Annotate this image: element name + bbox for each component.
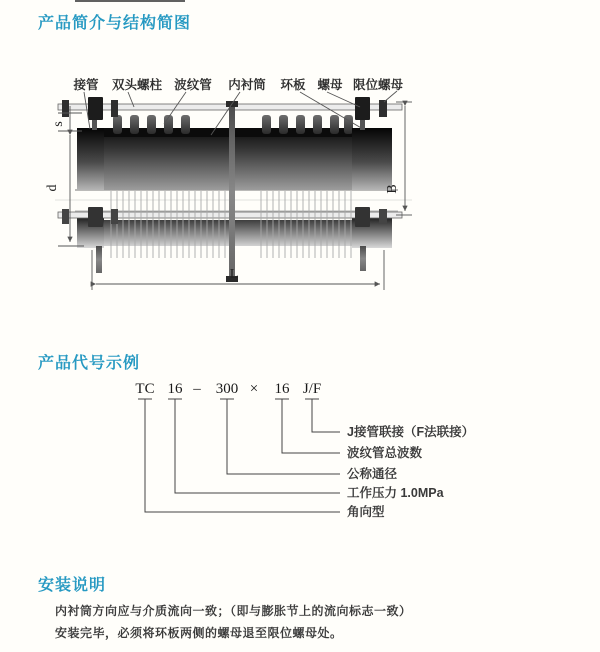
- label-stud: 双头螺柱: [111, 78, 163, 92]
- bellows-hatch-left: [110, 191, 228, 258]
- expl-connection: J接管联接（F法联接）: [347, 425, 475, 439]
- code-example-figure: [0, 372, 600, 532]
- section-title-code: 产品代号示例: [38, 355, 141, 372]
- section-title-install: 安装说明: [38, 577, 107, 594]
- code-dn: 300: [215, 381, 239, 397]
- label-pipe-end: 接管: [73, 78, 99, 92]
- code-type: TC: [135, 381, 155, 397]
- top-edge-artifact: [75, 0, 185, 2]
- label-ring-plate: 环板: [280, 78, 306, 92]
- stud-end-left: [96, 246, 102, 273]
- dim-label-L: L: [229, 267, 239, 282]
- section-title-intro: 产品简介与结构简图: [38, 15, 192, 32]
- pipe-end-left: [77, 128, 104, 190]
- code-dash: –: [193, 381, 201, 397]
- pipe-end-right: [352, 128, 392, 190]
- label-inner-liner: 内衬筒: [228, 78, 266, 92]
- expl-dn: 公称通径: [347, 467, 398, 481]
- expl-pressure: 工作压力 1.0MPa: [347, 486, 444, 500]
- dim-label-B: B: [385, 184, 400, 194]
- code-connection: J/F: [302, 381, 322, 397]
- label-limit-nut: 限位螺母: [352, 78, 404, 92]
- dim-label-s: s: [51, 121, 66, 127]
- code-waves: 16: [274, 381, 290, 397]
- install-instruction-line: 安装完毕，必须将环板两侧的螺母退至限位螺母处。: [55, 626, 343, 640]
- install-instruction-line: 内衬筒方向应与介质流向一致；（即与膨胀节上的流向标志一致）: [55, 604, 412, 618]
- expl-type: 角向型: [347, 505, 385, 519]
- dim-label-d: d: [45, 184, 60, 192]
- code-connector-lines: [138, 399, 340, 512]
- code-pressure: 16: [167, 381, 183, 397]
- expl-waves: 波纹管总波数: [347, 446, 423, 460]
- bellows-hatch-right: [258, 191, 356, 258]
- stud-end-right: [360, 246, 366, 271]
- structure-diagram: [0, 60, 600, 315]
- label-nut: 螺母: [317, 78, 343, 92]
- label-bellows: 波纹管: [174, 78, 212, 92]
- code-times: ×: [249, 381, 259, 397]
